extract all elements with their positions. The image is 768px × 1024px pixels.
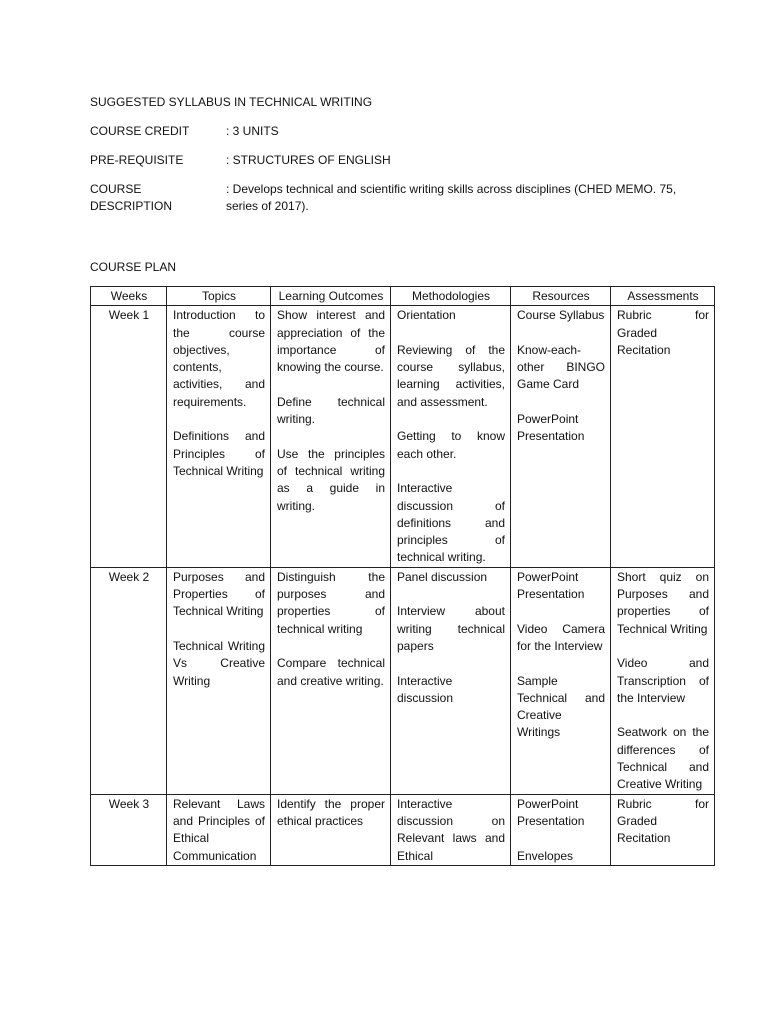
outcome-item: Identify the proper ethical practices <box>277 796 385 828</box>
table-row <box>91 567 715 794</box>
document-title: SUGGESTED SYLLABUS IN TECHNICAL WRITING <box>90 95 373 109</box>
resource-item: PowerPoint Presentation <box>517 569 585 602</box>
prerequisite-label: PRE-REQUISITE <box>90 153 184 167</box>
header-assessments: Assessments <box>611 287 715 306</box>
course-plan-heading: COURSE PLAN <box>90 260 177 274</box>
methodology-item: Interactive discussion of definitions and principles of technical writing. <box>397 481 505 565</box>
course-description-value: : Develops technical and scientific writing skills across disciplines (CHED MEMO. 75, series of 2017). <box>226 182 677 214</box>
methodology-item: Interactive discussion on Relevant laws and Ethical <box>397 796 505 863</box>
assessment-item: Video and Transcription of the Interview <box>617 656 709 705</box>
methodologies-cell <box>391 794 511 865</box>
topic-item: Introduction to the course objectives, contents, activities, and requirements. <box>173 308 265 409</box>
methodology-item: Reviewing of the course syllabus, learning activities, and assessment. <box>397 342 505 409</box>
table-row <box>91 306 715 567</box>
assessment-item: Rubric for Graded Recitation <box>617 796 709 846</box>
methodology-item: Interview about writing technical papers <box>397 604 505 653</box>
outcome-item: Compare technical and creative writing. <box>277 656 385 688</box>
header-topics: Topics <box>167 287 271 306</box>
resource-item: Video Camera for the Interview <box>517 621 605 653</box>
resource-item: PowerPoint Presentation <box>517 412 585 444</box>
topics-cell <box>167 794 271 865</box>
prerequisite-value: : STRUCTURES OF ENGLISH <box>226 153 391 167</box>
outcomes-cell <box>271 306 391 567</box>
topics-cell <box>167 306 271 567</box>
week-cell: Week 2 <box>91 567 167 794</box>
resource-item: Sample Technical and Creative Writings <box>517 673 605 740</box>
methodology-item: Orientation <box>397 308 456 323</box>
outcome-item: Distinguish the purposes and properties of technical writing <box>277 569 385 636</box>
table-row <box>91 794 715 865</box>
methodology-item: Getting to know each other. <box>397 429 505 461</box>
outcome-item: Use the principles of technical writing as a guide in writing. <box>277 446 385 513</box>
table-header-row <box>91 287 715 306</box>
course-credit-value: : 3 UNITS <box>226 124 279 138</box>
course-description-label: COURSE DESCRIPTION <box>90 182 173 214</box>
assessment-item: Rubric for Graded Recitation <box>617 308 709 357</box>
outcomes-cell <box>271 567 391 794</box>
header-weeks: Weeks <box>91 287 167 306</box>
topic-item: Technical Writing Vs Creative Writing <box>173 638 265 688</box>
resource-item: Course Syllabus <box>517 308 605 323</box>
course-credit-label: COURSE CREDIT <box>90 124 190 138</box>
week-cell: Week 3 <box>91 794 167 865</box>
resource-item: Envelopes <box>517 848 574 863</box>
methodologies-cell <box>391 306 511 567</box>
assessment-item: Seatwork on the differences of Technical and Creative Writing <box>617 725 709 792</box>
assessments-cell <box>611 794 715 865</box>
header-methodologies: Methodologies <box>391 287 511 306</box>
topic-item: Relevant Laws and Principles of Ethical Communication <box>173 796 265 863</box>
outcomes-cell <box>271 794 391 865</box>
resource-item: Know-each-other BINGO Game Card <box>517 342 605 392</box>
topic-item: Definitions and Principles of Technical Writing <box>173 429 265 478</box>
assessments-cell <box>611 567 715 794</box>
outcome-item: Show interest and appreciation of the importance of knowing the course. <box>277 308 385 375</box>
resources-cell <box>511 306 611 567</box>
methodologies-cell <box>391 567 511 794</box>
topics-cell <box>167 567 271 794</box>
methodology-item: Panel discussion <box>397 569 488 584</box>
resources-cell <box>511 567 611 794</box>
header-resources: Resources <box>511 287 611 306</box>
topic-item: Purposes and Properties of Technical Writing <box>173 569 265 619</box>
course-plan-table <box>90 286 715 866</box>
header-learning-outcomes: Learning Outcomes <box>271 287 391 306</box>
resource-item: PowerPoint Presentation <box>517 796 585 828</box>
resources-cell <box>511 794 611 865</box>
week-cell: Week 1 <box>91 306 167 567</box>
assessment-item: Short quiz on Purposes and properties of Technical Writing <box>617 569 709 636</box>
outcome-item: Define technical writing. <box>277 394 385 427</box>
assessments-cell <box>611 306 715 567</box>
methodology-item: Interactive discussion <box>397 673 454 705</box>
